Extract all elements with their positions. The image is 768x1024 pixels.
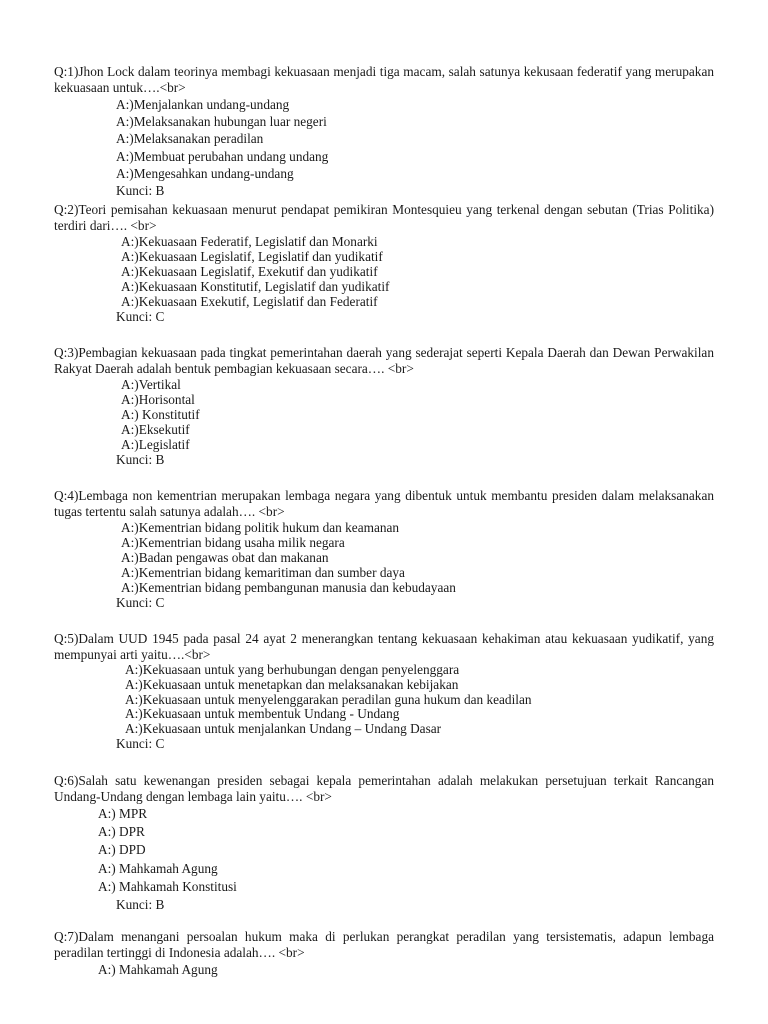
option-list — [54, 805, 714, 914]
option-e: A:) Mahkamah Konstitusi — [98, 878, 237, 894]
option-a: A:)Kekuasaan Federatif, Legislatif dan Monarki — [121, 234, 378, 249]
option-c: A:)Melaksanakan peradilan — [116, 131, 264, 147]
option-a: A:) Mahkamah Agung — [98, 962, 218, 977]
option-e: A:)Kementrian bidang pembangunan manusia dan kebudayaan — [121, 580, 456, 595]
option-list — [54, 234, 714, 324]
option-b: A:)Kekuasaan Legislatif, Legislatif dan yudikatif — [121, 249, 383, 264]
answer-key: Kunci: C — [116, 595, 165, 610]
answer-key: Kunci: C — [116, 309, 165, 324]
question-stem: Q:6)Salah satu kewenangan presiden sebagai kepala pemerintahan adalah melakukan persetujuan terkait Rancangan Undang-Undang dengan lembaga lain yaitu…. <br> — [54, 773, 714, 804]
question-2 — [54, 202, 714, 324]
option-list — [54, 961, 714, 979]
question-stem: Q:5)Dalam UUD 1945 pada pasal 24 ayat 2 menerangkan tentang kekuasaan kehakiman atau kekuasaan yudikatif, yang mempunyai arti yaitu….<br> — [54, 631, 714, 662]
option-d: A:)Kementrian bidang kemaritiman dan sumber daya — [121, 565, 405, 580]
option-b: A:)Horisontal — [121, 392, 195, 407]
option-e: A:)Kekuasaan Exekutif, Legislatif dan Federatif — [121, 294, 378, 309]
question-4 — [54, 488, 714, 610]
option-b: A:)Melaksanakan hubungan luar negeri — [116, 114, 327, 130]
option-d: A:)Eksekutif — [121, 422, 190, 437]
option-list — [54, 520, 714, 610]
option-d: A:)Kekuasaan untuk membentuk Undang - Undang — [125, 706, 400, 722]
option-d: A:) Mahkamah Agung — [98, 860, 218, 876]
option-a: A:) MPR — [98, 806, 148, 821]
question-7 — [54, 929, 714, 979]
option-a: A:)Vertikal — [121, 377, 181, 392]
option-c: A:)Kekuasaan untuk menyelenggarakan peradilan guna hukum dan keadilan — [125, 691, 532, 707]
option-list — [116, 96, 714, 199]
option-d: A:)Kekuasaan Konstitutif, Legislatif dan yudikatif — [121, 279, 390, 294]
option-b: A:) DPR — [98, 824, 145, 840]
question-5 — [54, 631, 714, 752]
question-stem: Q:7)Dalam menangani persoalan hukum maka di perlukan perangkat peradilan yang tersistematis, adapun lembaga peradilan tertinggi di Indonesia adalah…. <br> — [54, 929, 714, 960]
answer-key: Kunci: B — [116, 452, 165, 467]
option-a: A:)Menjalankan undang-undang — [116, 97, 290, 112]
question-stem: Q:3)Pembagian kekuasaan pada tingkat pemerintahan daerah yang sederajat seperti Kepala Daerah dan Dewan Perwakilan Rakyat Daerah adalah bentuk pembagian kekuasaan secara…. <br> — [54, 345, 714, 376]
question-3 — [54, 345, 714, 467]
option-e: A:)Kekuasaan untuk menjalankan Undang – Undang Dasar — [125, 721, 442, 737]
question-1 — [54, 64, 714, 199]
option-d: A:)Membuat perubahan undang undang — [116, 148, 329, 164]
option-e: A:)Legislatif — [121, 437, 190, 452]
question-stem: Q:4)Lembaga non kementrian merupakan lembaga negara yang dibentuk untuk membantu presiden dalam melaksanakan tugas tertentu salah satunya adalah…. <br> — [54, 488, 714, 519]
question-stem: Q:1)Jhon Lock dalam teorinya membagi kekuasaan menjadi tiga macam, salah satunya kekusaan federatif yang merupakan kekuasaan untuk….<br> — [54, 64, 714, 95]
option-a: A:)Kekuasaan untuk yang berhubungan dengan penyelenggara — [125, 662, 460, 677]
option-c: A:) DPD — [98, 842, 146, 858]
option-b: A:)Kementrian bidang usaha milik negara — [121, 535, 345, 550]
option-a: A:)Kementrian bidang politik hukum dan keamanan — [121, 520, 400, 535]
option-e: A:)Mengesahkan undang-undang — [116, 165, 294, 181]
option-list — [54, 663, 714, 752]
option-c: A:)Badan pengawas obat dan makanan — [121, 550, 329, 565]
option-list — [54, 377, 714, 467]
answer-key: Kunci: B — [116, 183, 165, 199]
option-c: A:)Kekuasaan Legislatif, Exekutif dan yudikatif — [121, 264, 378, 279]
answer-key: Kunci: C — [116, 735, 165, 751]
option-b: A:)Kekuasaan untuk menetapkan dan melaksanakan kebijakan — [125, 676, 459, 692]
option-c: A:) Konstitutif — [121, 407, 200, 422]
question-stem: Q:2)Teori pemisahan kekuasaan menurut pendapat pemikiran Montesquieu yang terkenal dengan sebutan (Trias Politika) terdiri dari…. <br> — [54, 202, 714, 233]
answer-key: Kunci: B — [116, 897, 165, 913]
question-6 — [54, 773, 714, 914]
